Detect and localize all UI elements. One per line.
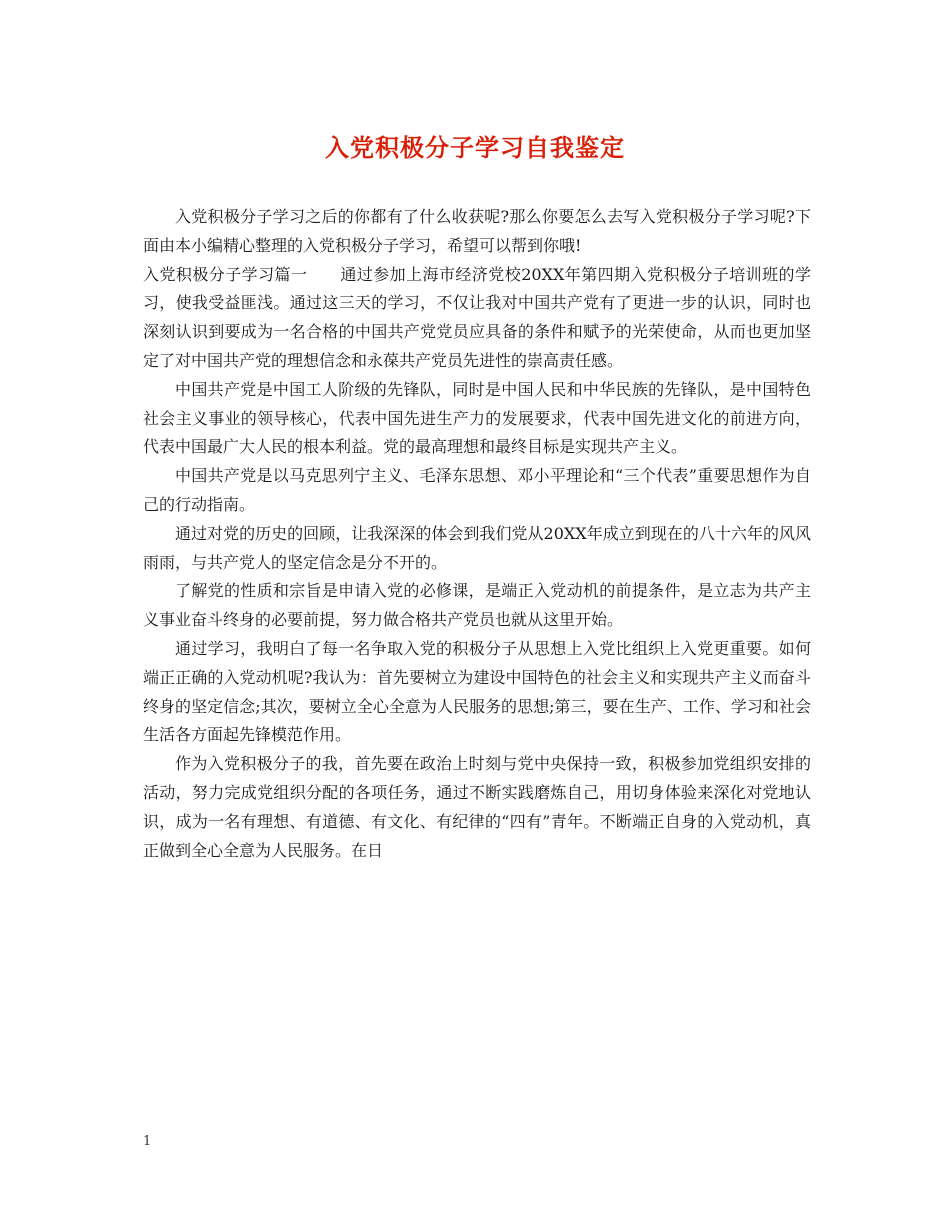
paragraph-chapter-one: 入党积极分子学习篇一 通过参加上海市经济党校20XX年第四期入党积极分子培训班的学习，使我受益匪浅。通过这三天的学习，不仅让我对中国共产党有了更进一步的认识，同时也深刻认识到要成为一名合格的中国共产党党员应具备的条件和赋予的光荣使命，从而也更加坚定了对中国共产党的理想信念和永葆共产党员先进性的崇高责任感。	[143, 264, 811, 370]
document-title: 入党积极分子学习自我鉴定	[325, 133, 625, 162]
paragraph-activist-duty: 作为入党积极分子的我，首先要在政治上时刻与党中央保持一致，积极参加党组织安排的活动，努力完成党组织分配的各项任务，通过不断实践磨炼自己，用切身体验来深化对党地认识，成为一名有理想、有道德、有文化、有纪律的“四有”青年。不断端正自身的入党动机，真正做到全心全意为人民服务。在日	[143, 754, 811, 860]
document-body	[143, 203, 811, 865]
paragraph-party-purpose: 了解党的性质和宗旨是申请入党的必修课，是端正入党动机的前提条件，是立志为共产主义事业奋斗终身的必要前提，努力做合格共产党员也就从这里开始。	[143, 581, 811, 630]
page-number: 1	[143, 1134, 152, 1149]
paragraph-party-nature: 中国共产党是中国工人阶级的先锋队，同时是中国人民和中华民族的先锋队，是中国特色社会主义事业的领导核心，代表中国先进生产力的发展要求，代表中国先进文化的前进方向，代表中国最广大人民的根本利益。党的最高理想和最终目标是实现共产主义。	[143, 379, 811, 457]
paragraph-motivation: 通过学习，我明白了每一名争取入党的积极分子从思想上入党比组织上入党更重要。如何端正正确的入党动机呢?我认为：首先要树立为建设中国特色的社会主义和实现共产主义而奋斗终身的坚定信念;其次，要树立全心全意为人民服务的思想;第三，要在生产、工作、学习和社会生活各方面起先锋模范作用。	[143, 638, 811, 745]
paragraph-guiding-ideology: 中国共产党是以马克思列宁主义、毛泽东思想、邓小平理论和“三个代表”重要思想作为自己的行动指南。	[143, 466, 811, 514]
paragraph-intro: 入党积极分子学习之后的你都有了什么收获呢?那么你要怎么去写入党积极分子学习呢?下面由本小编精心整理的入党积极分子学习，希望可以帮到你哦!	[143, 207, 811, 255]
paragraph-party-history: 通过对党的历史的回顾，让我深深的体会到我们党从20XX年成立到现在的八十六年的风风雨雨，与共产党人的坚定信念是分不开的。	[143, 523, 811, 572]
